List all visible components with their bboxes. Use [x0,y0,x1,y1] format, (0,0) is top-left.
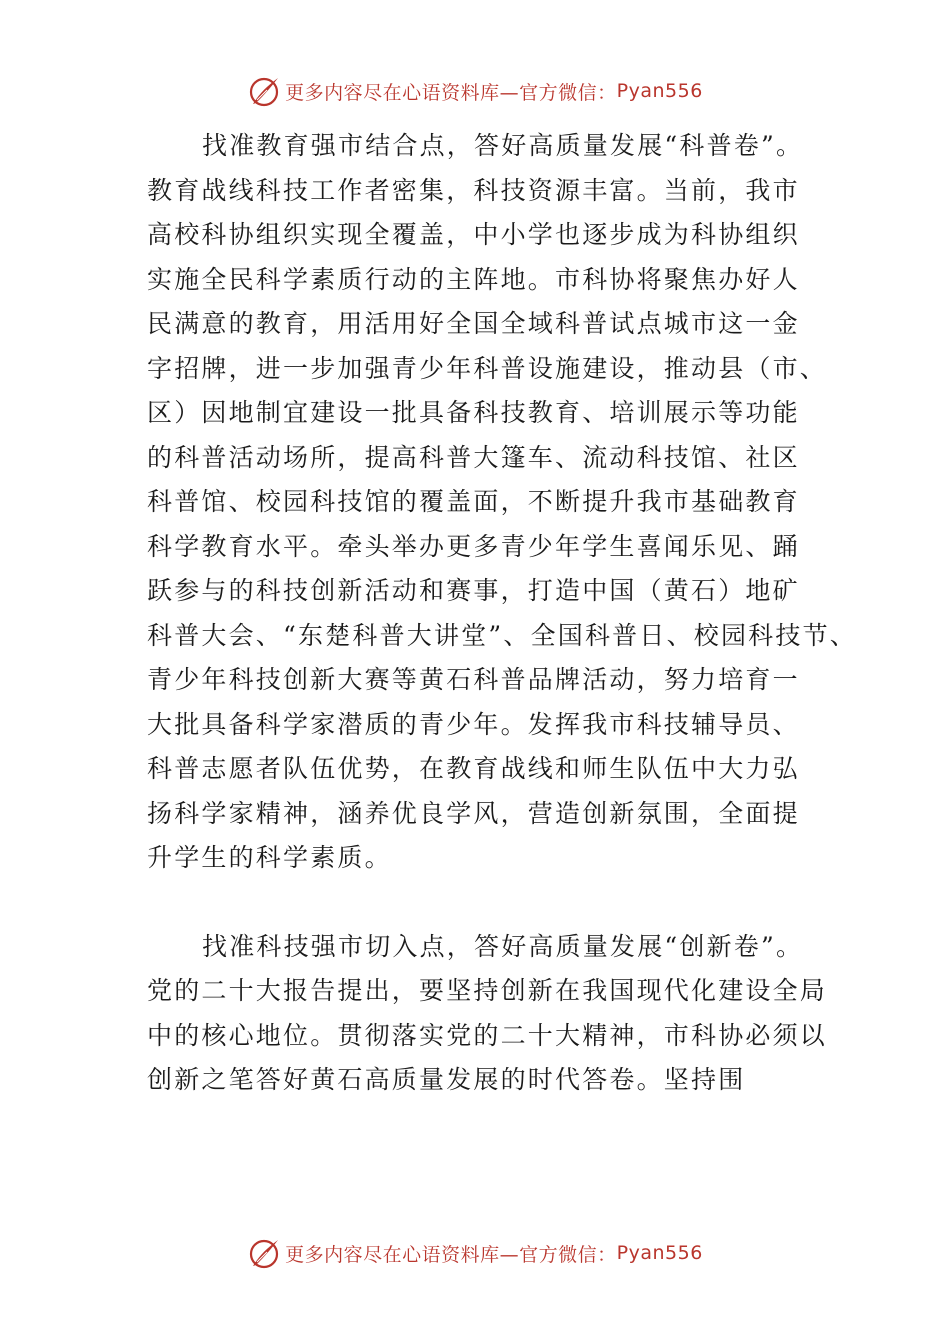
text-line: 字招牌，进一步加强青少年科普设施建设，推动县（市、 [147,353,828,383]
document-body [147,124,857,1103]
paragraph-1 [147,124,857,881]
watermark-text: 更多内容尽在心语资料库—官方微信： [285,1243,617,1266]
watermark-wechat-id: Pyan556 [616,1242,703,1264]
text-line: 教育战线科技工作者密集，科技资源丰富。当前，我市 [147,175,800,205]
quill-logo-icon [247,1236,281,1270]
paragraph-gap [147,881,837,925]
text-line: 区）因地制宜建设一批具备科技教育、培训展示等功能 [147,398,800,427]
watermark-header [0,74,950,108]
paragraph-2 [147,925,837,1103]
text-line: 升学生的科学素质。 [147,843,392,872]
text-line: 的科普活动场所，提高科普大篷车、流动科技馆、社区 [147,442,800,472]
text-line: 科普志愿者队伍优势，在教育战线和师生队伍中大力弘 [147,754,800,783]
text-line: 实施全民科学素质行动的主阵地。市科协将聚焦办好人 [147,264,800,294]
text-line: 青少年科技创新大赛等黄石科普品牌活动，努力培育一 [147,665,800,694]
watermark-text: 更多内容尽在心语资料库—官方微信： [285,81,617,104]
text-line: 科学教育水平。牵头举办更多青少年学生喜闻乐见、踊 [147,531,800,561]
text-line: 高校科协组织实现全覆盖，中小学也逐步成为科协组织 [147,220,800,249]
text-line: 跃参与的科技创新活动和赛事，打造中国（黄石）地矿 [147,576,800,605]
quill-logo-icon [247,74,281,108]
text-line: 民满意的教育，用活用好全国全域科普试点城市这一金 [147,309,800,338]
text-line: 中的核心地位。贯彻落实党的二十大精神，市科协必须以 [147,1020,828,1050]
text-line: 大批具备科学家潜质的青少年。发挥我市科技辅导员、 [147,709,800,739]
text-line: 创新之笔答好黄石高质量发展的时代答卷。坚持围 [147,1065,746,1094]
text-line: 科普馆、校园科技馆的覆盖面，不断提升我市基础教育 [147,487,800,516]
text-line: 找准科技强市切入点，答好高质量发展“创新卷”。 [202,931,804,961]
text-line: 科普大会、“东楚科普大讲堂”、全国科普日、校园科技节、 [147,620,857,650]
text-line: 党的二十大报告提出，要坚持创新在我国现代化建设全局 [147,976,828,1005]
watermark-wechat-id: Pyan556 [616,80,703,102]
text-line: 扬科学家精神，涵养优良学风，营造创新氛围，全面提 [147,798,800,828]
watermark-footer [0,1236,950,1270]
text-line: 找准教育强市结合点，答好高质量发展“科普卷”。 [202,131,804,160]
